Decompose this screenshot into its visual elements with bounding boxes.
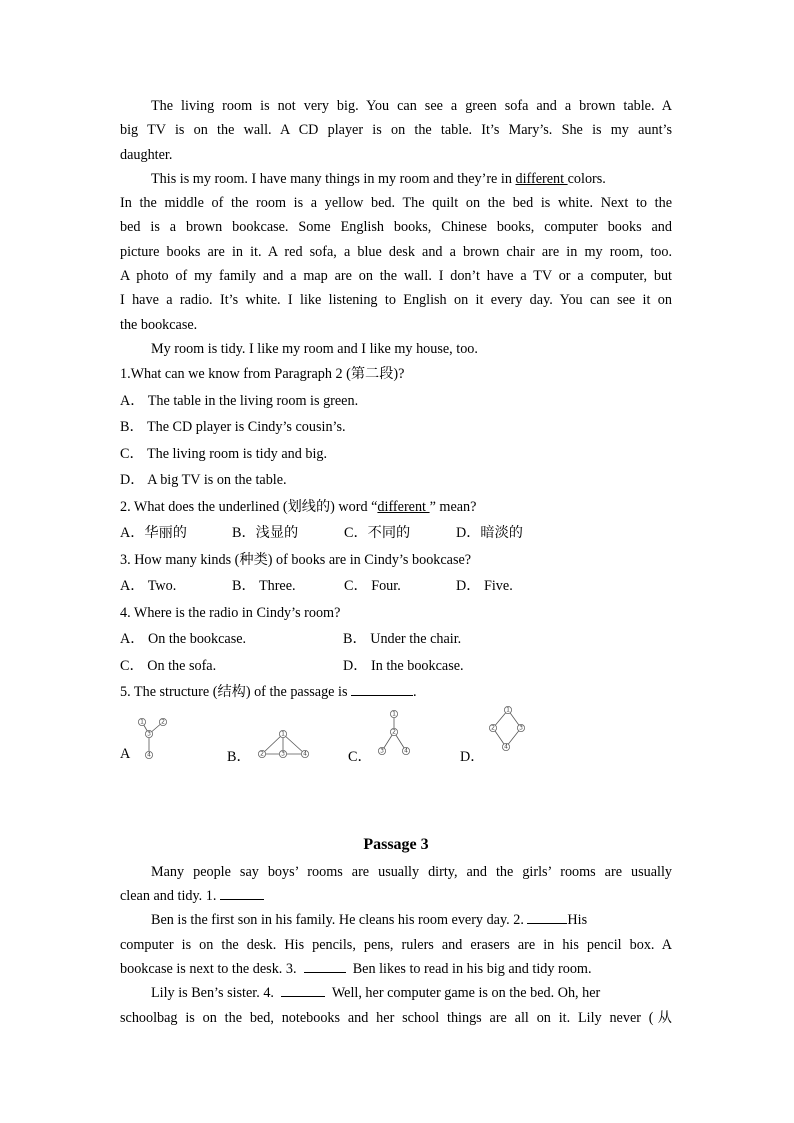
page-content: [120, 94, 672, 1030]
paragraph-line: Ben is the first son in his family. He cleans his room every day. 2. His: [120, 908, 672, 932]
underlined-word: different: [515, 170, 568, 187]
diagram-c: [372, 706, 416, 762]
diagram-node-number: 2: [161, 718, 165, 726]
paragraph-line: clean and tidy. 1.: [120, 884, 672, 908]
paragraph-line: Many people say boys’ rooms are usually dirty, and the girls’ rooms are usually: [151, 863, 672, 880]
answer-blank-4[interactable]: [281, 982, 325, 997]
option-d: D． In the bookcase.: [343, 657, 464, 674]
question-1-option-a: A． The table in the living room is green.: [120, 392, 359, 409]
option-a: A． Two.: [120, 578, 177, 595]
option-c: C． On the sofa.: [120, 657, 217, 674]
diagram-node-number: 3: [519, 724, 523, 732]
paragraph-line: bed is a brown bookcase. Some English books, Chinese books, computer books and: [120, 219, 672, 236]
question-2-stem: 2. What does the underlined (划线的) word “different ” mean?: [120, 498, 477, 515]
paragraph-line: the bookcase.: [120, 316, 198, 333]
diagram-label-b: B．: [227, 748, 251, 765]
diagram-a: [134, 712, 174, 762]
question-4-options-row2: [120, 653, 672, 680]
paragraph-line: A photo of my family and a map are on the wall. I don’t have a TV or a computer, but: [120, 268, 672, 285]
diagram-node-number: 4: [303, 750, 307, 758]
paragraph-line: daughter.: [120, 146, 173, 163]
paragraph-line: big TV is on the wall. A CD player is on the table. It’s Mary’s. She is my aunt’s: [120, 122, 672, 139]
answer-blank-1[interactable]: [220, 885, 264, 900]
question-1-option-b: B． The CD player is Cindy’s cousin’s.: [120, 419, 346, 436]
paragraph-line: I have a radio. It’s white. I like listening to English on it every day. You can see it on: [120, 292, 672, 309]
diagram-edge: [262, 734, 283, 754]
paragraph-line: picture books are in it. A red sofa, a blue desk and a brown chair are in my room, too.: [120, 243, 672, 260]
question-4-stem: 4. Where is the radio in Cindy’s room?: [120, 604, 341, 621]
paragraph-line: schoolbag is on the bed, notebooks and her school things are all on it. Lily never (从: [120, 1009, 672, 1026]
option-c: C． Four.: [344, 578, 401, 595]
diagram-node-number: 1: [506, 706, 510, 714]
option-b: B． Three.: [232, 578, 296, 595]
option-b: B． Under the chair.: [343, 631, 462, 648]
diagram-node-number: 2: [491, 724, 495, 732]
option-a: A． On the bookcase.: [120, 631, 247, 648]
diagram-b: [254, 726, 314, 766]
option-c: C．不同的: [344, 525, 411, 542]
option-d: D． Five.: [456, 578, 513, 595]
answer-blank: [351, 681, 413, 696]
diagram-node-number: 3: [380, 747, 384, 755]
paragraph-line: The living room is not very big. You can see a green sofa and a brown table. A: [151, 98, 672, 114]
question-4-options-row1: [120, 626, 672, 653]
question-3-stem: 3. How many kinds (种类) of books are in Cindy’s bookcase?: [120, 551, 472, 568]
question-2-options: [120, 520, 672, 547]
option-a: A．华丽的: [120, 525, 187, 542]
passage-3-title: Passage 3: [363, 835, 429, 853]
diagram-node-number: 4: [504, 743, 508, 751]
paragraph-line: computer is on the desk. His pencils, pens, rulers and erasers are in his pencil box. A: [120, 936, 672, 953]
diagram-label-d: D．: [460, 748, 485, 765]
question-1-stem: 1.What can we know from Paragraph 2 (第二段)?: [120, 366, 405, 383]
diagram-node-number: 1: [281, 730, 285, 738]
question-3-options: [120, 573, 672, 600]
paragraph-line: My room is tidy. I like my room and I like my house, too.: [151, 340, 478, 357]
question-1-option-d: D． A big TV is on the table.: [120, 472, 287, 489]
answer-blank-2[interactable]: [527, 909, 567, 924]
diagram-label-c: C．: [348, 748, 372, 765]
question-5-stem: 5. The structure (结构) of the passage is .: [120, 679, 672, 706]
paragraph-line: Lily is Ben’s sister. 4. Well, her computer game is on the bed. Oh, her: [120, 981, 672, 1005]
diagram-edge: [283, 734, 305, 754]
diagram-node-number: 2: [260, 750, 264, 758]
paragraph-line: This is my room. I have many things in my room and they’re in different colors.: [151, 170, 606, 187]
diagram-node-number: 4: [147, 751, 151, 759]
option-b: B．浅显的: [232, 525, 299, 542]
diagram-node-number: 3: [281, 750, 285, 758]
diagram-node-number: 1: [392, 710, 396, 718]
diagram-node-number: 1: [140, 718, 144, 726]
diagram-node-number: 3: [147, 730, 151, 738]
paragraph-line: In the middle of the room is a yellow bed. The quilt on the bed is white. Next to the: [120, 195, 672, 212]
answer-blank-3[interactable]: [304, 958, 346, 973]
diagram-label-a: A: [120, 745, 131, 762]
structure-diagrams: [120, 706, 672, 774]
underlined-word: different: [377, 498, 430, 515]
diagram-d: [484, 702, 528, 758]
diagram-node-number: 4: [404, 747, 408, 755]
paragraph-line: bookcase is next to the desk. 3. Ben likes to read in his big and tidy room.: [120, 957, 672, 981]
question-1-option-c: C． The living room is tidy and big.: [120, 445, 328, 462]
diagram-node-number: 2: [392, 728, 396, 736]
option-d: D．暗淡的: [456, 525, 523, 542]
